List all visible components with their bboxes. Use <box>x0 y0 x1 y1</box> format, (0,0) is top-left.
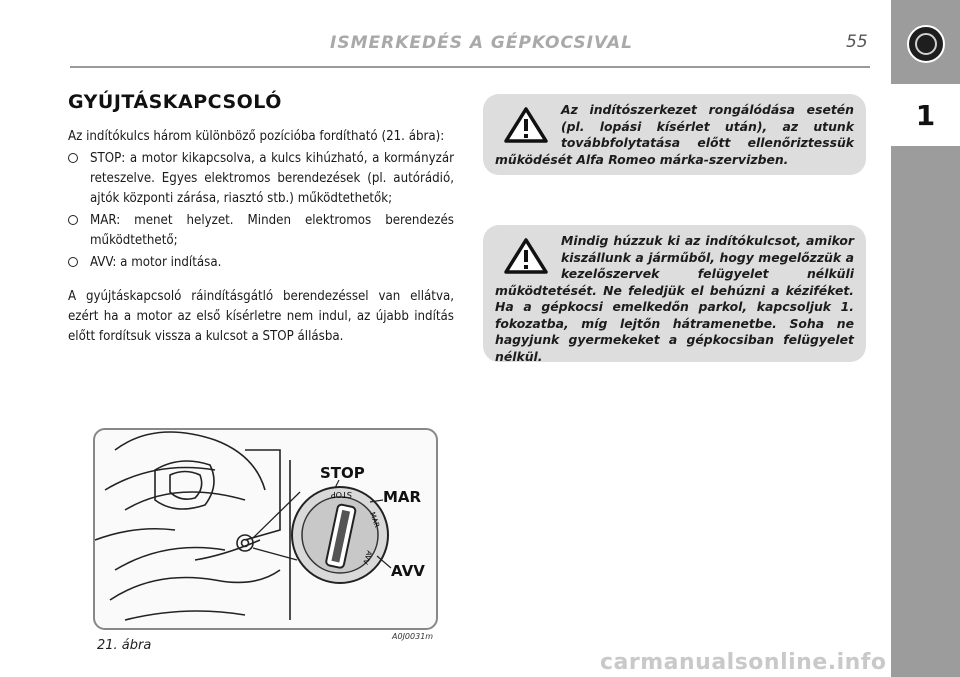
bullet-circle-icon <box>68 215 78 225</box>
header-rule <box>70 66 870 68</box>
chapter-number: 1 <box>891 84 960 146</box>
warning-box <box>483 94 866 175</box>
list-item <box>68 149 454 209</box>
ignition-illustration <box>95 430 436 628</box>
running-header: ISMERKEDÉS A GÉPKOCSIVAL <box>330 33 633 53</box>
ring-mar-label: MAR <box>368 511 381 529</box>
ignition-figure <box>93 428 438 630</box>
bullet-circle-icon <box>68 257 78 267</box>
closing-paragraph: A gyújtáskapcsoló ráindításgátló berendezéssel van ellátva, ezért ha a motor az első kísérletre nem indul, az újabb indítás előtt fordítsuk vissza a kulcsot a STOP állásba. <box>68 289 454 344</box>
avv-label: AVV <box>391 562 425 580</box>
figure-code: A0J0031m <box>392 632 434 641</box>
list-item-text: MAR: menet helyzet. Minden elektromos berendezés működtethető; <box>90 213 454 248</box>
warning-triangle-icon <box>503 237 553 277</box>
key-position-list <box>68 149 454 275</box>
stop-label: STOP <box>320 464 365 482</box>
intro-paragraph: Az indítókulcs három különböző pozícióba fordítható (21. ábra): <box>68 129 445 144</box>
alfa-romeo-logo-icon <box>907 25 945 63</box>
warning-box <box>483 225 866 362</box>
list-item-text: AVV: a motor indítása. <box>90 255 222 270</box>
warning-text: Az indítószerkezet rongálódása esetén (pl. lopási kísérlet után), az utunk továbbfolytatása előtt ellenőriztessük működését Alfa Romeo márka-szervizben. <box>495 102 854 167</box>
ring-stop-label: STOP <box>330 490 352 499</box>
list-item <box>68 211 454 251</box>
bullet-circle-icon <box>68 153 78 163</box>
mar-label: MAR <box>383 488 422 506</box>
list-item <box>68 253 454 273</box>
warning-text: Mindig húzzuk ki az indítókulcsot, amikor kiszállunk a járműből, hogy megelőzzük a kezelőszervek felügyelet nélküli működtetését. Ne feledjük el behúzni a kéziféket. Ha a gépkocsi emelkedőn parkol, kapcsoljuk 1. fokozatba, míg lejtőn hátramenetbe. Soha ne hagyjunk gyermekeket a gépkocsiban felügyelet nélkül. <box>495 233 854 364</box>
page-number: 55 <box>846 32 868 52</box>
ring-avv-label: AVV <box>361 549 374 566</box>
section-title: GYÚJTÁSKAPCSOLÓ <box>68 91 282 113</box>
list-item-text: STOP: a motor kikapcsolva, a kulcs kihúzható, a kormányzár reteszelve. Egyes elektromos berendezések (pl. autórádió, ajtók központi zárása, riasztó stb.) működtethetők; <box>90 151 454 206</box>
watermark: carmanualsonline.info <box>600 650 887 675</box>
warning-triangle-icon <box>503 106 553 146</box>
figure-caption: 21. ábra <box>97 638 152 653</box>
